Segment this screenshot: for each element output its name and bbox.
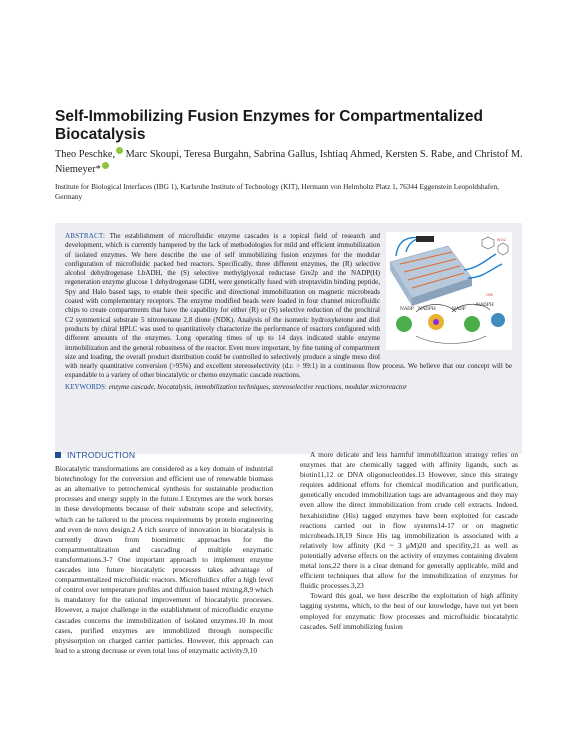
toc-label-nadph-2: NADPH [476,303,494,308]
paragraph: Biocatalytic transformations are considered as a key domain of industrial biotechnology for the conversion and efficient use of renewable biomass as an alternative to petrochemical synthesis for sustainable production processes and energy supply in the future.1 Enzymes are the work horses in these developments because of their substrate scope and selectivity, which can be tailored to the process requirements by protein engineering and even de novo design.2 A rich source of innovation in biocatalysis is currently drawn from biomimetic approaches for the compartmentalization and cascading of multiple enzymatic transformations.3-7 One important approach to implement enzyme cascades into future biocatalytic processes takes advantage of compartmentalized microfluidic reactors. Microfluidics offer a high level of control over temperature profiles and diffusion based mixing,8,9 which is mandatory for the rational improvement of biocatalytic processes. However, a major challenge in the establishment of microfluidic enzyme cascades concerns the immobilization of isolated enzymes.10 In most cases, purified enzymes are immobilized through nonspecific physisorption on charged carrier particles. However, this approach can lead to a strong decrease or even total loss of enzymatic activity.9,10 [55,464,273,655]
author-others[interactable]: Marc Skoupi, Teresa Burgahn, Sabrina Gallus, Ishtiaq Ahmed, Kersten S. Rabe, and Christof M. Niemeyer [55,149,523,175]
orcid-icon[interactable] [116,147,123,154]
column-left [55,450,273,656]
column-right [300,450,518,632]
toc-label-no2: NO2 [497,237,507,242]
author-list [55,147,525,177]
toc-graphic [386,232,512,350]
toc-label-nadph-1: NADPH [418,307,436,312]
abstract-box [55,223,522,454]
author-peschke[interactable]: Theo Peschke, [55,149,116,160]
keywords [65,382,512,392]
abstract-body: The establishment of microfluidic enzyme cascades is a topical field of research and development, which is currently hampered by the lack of methodologies for mild and efficient immobilization of isolated enzymes. We here describe the use of self immobilizing fusion enzymes for the modular configuration of microfluidic packed bed reactors. Specifically, three different enzymes, the (R) selective alcohol dehydrogenase LbADH, the (S) selective methylglyoxal reductase Gre2p and the NADP(H) regeneration enzyme glucose 1 dehydrogenase GDH, were genetically fused with streptavidin binding peptide, Spy and Halo based tags, to enable their specific and directional immobilization on magnetic microbeads coated with complementary receptors. The enzyme modified beads were loaded in four channel microfluidic chips to create compartments that have the capability for either (R) or (S) selective reduction of the prochiral C2 symmetrical substrate 5 nitrononane 2,8 dione (NDK). Analysis of the isomeric hydroxyketone and diol products by chiral HPLC was used to quantitatively characterize the performance of reactors configured with different amounts of the enzymes. Long operating times of up to 14 days indicated stable enzyme immobilization and the general robustness of the reactor. Even more important, by fine tuning of compartment size and loading, the overall product distribution could be controlled to selectively produce a single meso diol with nearly quantitative conversion (>95%) and excellent stereoselectivity (d.r. > 99:1) in a continuous flow process. We believe that our concept will be expandable to a variety of other biocatalytic or chemo enzymatic cascade reactions. [65,232,512,380]
section-square-icon [55,452,61,458]
paragraph: Toward this goal, we here describe the exploitation of high affinity tagging systems, which, to the best of our knowledge, have not yet been employed for enzymatic flow processes and microfluidic biocatalytic cascades. Self immobilizing fusion [300,591,518,631]
toc-label-nadp-1: NADP [400,307,414,312]
keywords-list: enzyme cascade, biocatalysis, immobilization techniques, stereoselective reactions, modular microreactor [108,382,408,391]
paper-title: Self-Immobilizing Fusion Enzymes for Compartmentalized Biocatalysis [55,108,484,143]
toc-label-oh: OH [486,292,493,297]
corresponding-mark: * [95,164,101,175]
section-heading [55,450,273,460]
orcid-icon[interactable] [102,162,109,169]
affiliation: Institute for Biological Interfaces (IBG 1), Karlsruhe Institute of Technology (KIT), Hermann von Helmholtz Platz 1, 76344 Eggenstein Leopoldshafen, Germany [55,182,499,201]
paragraph: A more delicate and less harmful immobilization strategy relies on enzymes that are chemically tagged with affinity ligands, such as biotin11,12 or DNA oligonucleotides.13 However, since this strategy requires additional efforts for chemical modification and purification, genetically encoded immobilization tags are advantageous and they may even allow the direct immobilization from crude cell extracts. Indeed, hexahistidine (His) tagged enzymes have been exploited for cascade reactions carried out in flow systems14-17 or on magnetic microbeads.18,19 Since His tag immobilization is associated with a relatively low affinity (Kd ~ 3 μM)20 and specifity,21 as well as potentially adverse effects on the activity of enzymes containing divalent metal ions,22 there is a clear demand for generally applicable, mild and efficient techniques that allow for the immobilization of enzymes for fluidic processes.3,23 [300,450,518,591]
keywords-label: KEYWORDS: [65,382,107,391]
intro-heading: INTRODUCTION [67,450,136,460]
toc-label-nadp-2: NADP [452,307,466,312]
abstract-label: ABSTRACT: [65,232,106,240]
